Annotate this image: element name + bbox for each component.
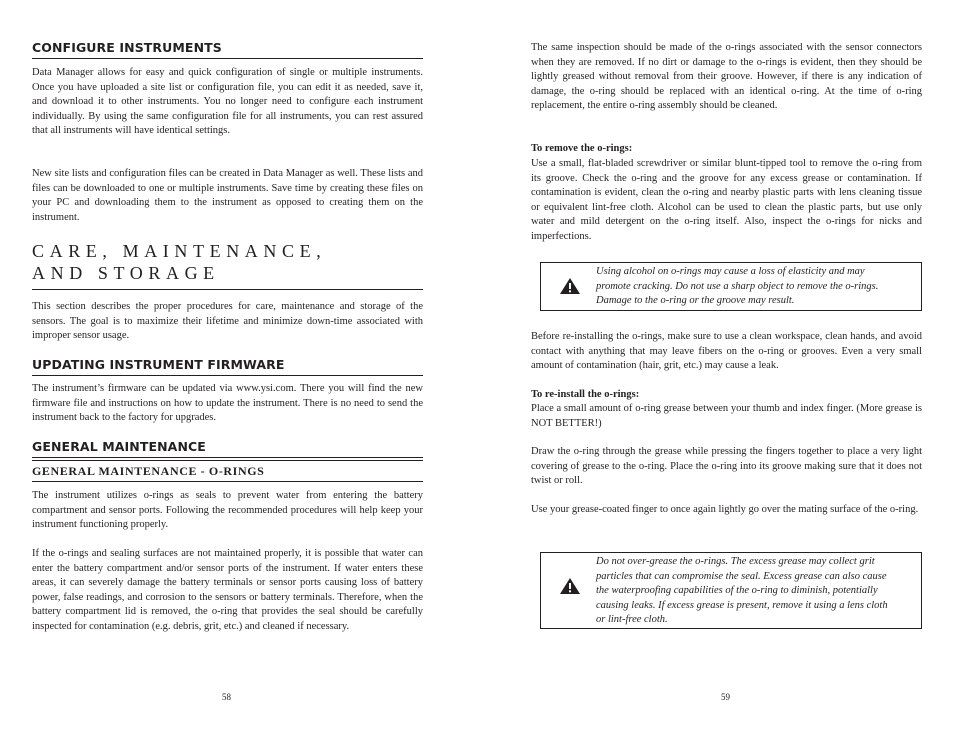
care-paragraph: This section describes the proper procedures for care, maintenance and storage of the sensors. The goal is to maximize their lifetime and minimize down-time associated with improper sensor usage. [32,301,423,341]
page-number-right: 59 [721,692,730,702]
firmware-section [32,357,423,374]
general-maintenance-rule-2 [32,460,423,461]
caution-text-alcohol: Using alcohol on o-rings may cause a loss of elasticity and may promote cracking. Do not use a sharp object to remove the o-rings. Damage to the o-ring or the groove may result. [596,266,879,306]
warning-icon [559,277,581,295]
remove-o-rings-text: Use a small, flat-bladed screwdriver or similar blunt-tipped tool to remove the o-ring from its groove. Check the o-ring and the groove for any excess grease or contamination. If contamination is evident, clean the o-ring and nearby plastic parts with lens cleaning tissue or equivalent lint-free cloth. Alcohol can be used to clean the plastic parts, but use only water and mild detergent on the o-ring itself. Also, inspect the o-rings for nicks and imperfections. [531,158,922,242]
configure-paragraph-1: Data Manager allows for easy and quick configuration of single or multiple instruments. Once you have uploaded a site list or configuration file, you can edit it as needed, save it, and download it to other instruments. You no longer need to configure each instrument individually. By using the same configuration file for all instruments, you can rest assured that all instruments will have identical settings. [32,67,423,136]
care-title-line-2: AND STORAGE [32,263,220,283]
mating-surface-paragraph: Use your grease-coated finger to once again lightly go over the mating surface of the o-ring. [531,504,919,515]
inspection-paragraph: The same inspection should be made of the o-rings associated with the sensor connectors when they are removed. If no dirt or damage to the o-rings is evident, then they should be lightly greased without removal from their groove. However, if there is any indication of damage, the o-ring should be replaced with an identical o-ring. At the time of o-ring replacement, the entire o-ring assembly should be cleaned. [531,42,922,111]
subheading-rule [32,481,423,482]
configure-instruments-heading: CONFIGURE INSTRUMENTS [32,40,222,55]
reinstall-o-rings-heading: To re-install the o-rings: [531,389,640,400]
caution-box-over-grease [540,552,922,629]
general-maintenance-rule-1 [32,457,423,458]
before-reinstall-paragraph: Before re-installing the o-rings, make sure to use a clean workspace, clean hands, and avoid contact with anything that may leave fibers on the o-ring or grooves. Even a very small amount of contamination (hair, grit, etc.) may cause a leak. [531,331,922,371]
configure-paragraph-2: New site lists and configuration files can be created in Data Manager as well. These lists and files can be downloaded to one or multiple instruments. Save time by creating these files on your PC and downloading them to the instrument as opposed to creating them on the instrument. [32,168,423,223]
remove-o-rings-heading: To remove the o-rings: [531,143,633,154]
caution-text-over-grease: Do not over-grease the o-rings. The excess grease may collect grit particles that can compromise the seal. Excess grease can also cause the waterproofing capabilities of the o-ring to diminish, potentially causing leaks. If excess grease is present, remove it using a lens cloth or lint-free cloth. [596,556,888,625]
care-title [32,240,423,284]
heading-rule [32,58,423,59]
general-maintenance-section [32,439,423,456]
o-rings-subsection [32,464,423,479]
reinstall-o-rings-text: Place a small amount of o-ring grease between your thumb and index finger. (More grease is NOT BETTER!) [531,403,922,429]
warning-icon [559,577,581,595]
o-rings-paragraph-2: If the o-rings and sealing surfaces are not maintained properly, it is possible that water can enter the battery compartment and/or sensor ports of the instrument. If water enters these areas, it can severely damage the battery terminals or sensor ports causing loss of battery power, false readings, and corrosion to the sensors or battery terminals. Therefore, when the battery compartment lid is removed, the o-ring that provides the seal should be carefully inspected for contamination (e.g. debris, grit, etc.) and cleaned if necessary. [32,548,423,632]
grease-paragraph: Draw the o-ring through the grease while pressing the fingers together to place a very light covering of grease to the o-ring. Place the o-ring into its groove making sure that it does not twist or roll. [531,446,922,486]
page-number-left: 58 [222,692,231,702]
firmware-paragraph: The instrument’s firmware can be updated via www.ysi.com. There you will find the new firmware file and instructions on how to update the instrument. There is no need to send the instrument back to the factory for upgrades. [32,383,423,423]
configure-section [32,40,423,57]
firmware-rule [32,375,423,376]
firmware-heading: UPDATING INSTRUMENT FIRMWARE [32,357,285,372]
o-rings-paragraph-1: The instrument utilizes o-rings as seals to prevent water from entering the battery compartment and sensor ports. Following the recommended procedures will help keep your instrument functioning properly. [32,490,423,530]
general-maintenance-heading: GENERAL MAINTENANCE [32,439,206,454]
o-rings-subheading: GENERAL MAINTENANCE - O-RINGS [32,464,265,478]
caution-box-alcohol [540,262,922,311]
care-title-rule [32,289,423,290]
care-title-line-1: CARE, MAINTENANCE, [32,241,327,261]
